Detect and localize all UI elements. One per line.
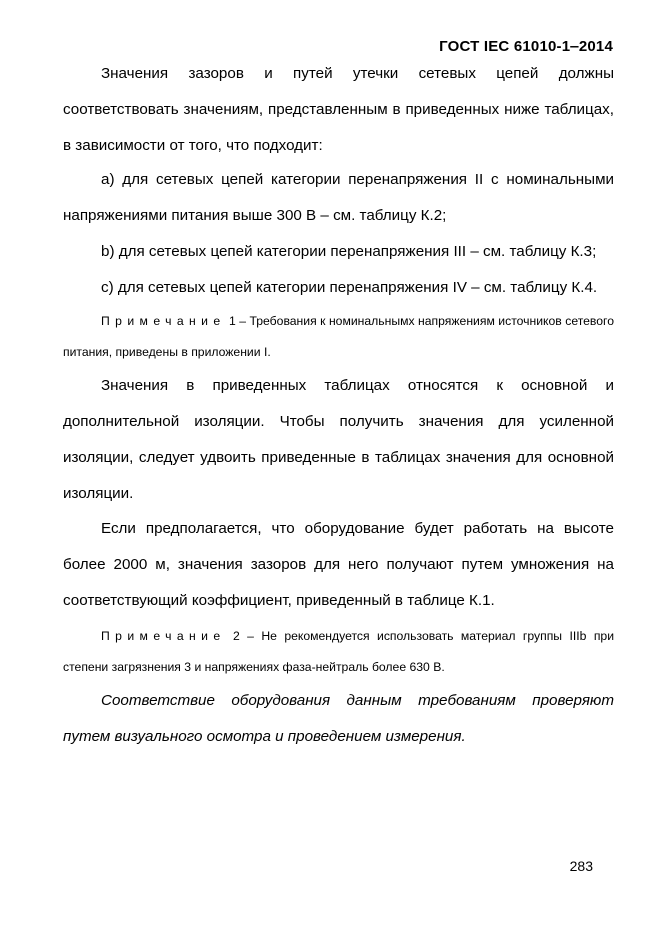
paragraph-clearances: Значения зазоров и путей утечки сетевых цепей должны соответствовать значениям, представленным в приведенных ниже таблицах, в зависимости от того, что подходит: xyxy=(63,65,614,154)
note-2-number: 2 xyxy=(232,629,240,643)
paragraph-insulation: Значения в приведенных таблицах относятся к основной и дополнительной изоляции. Чтобы получить значения для усиленной изоляции, следует удвоить приведенные в таблицах значения для основной изоляции. xyxy=(63,377,614,502)
note-2-label: Примечание xyxy=(101,629,226,643)
paragraph-altitude: Если предполагается, что оборудование будет работать на высоте более 2000 м, значения зазоров для него получают путем умножения на соответствующий коэффициент, приведенный в таблице К.1. xyxy=(63,520,614,609)
page-number: 283 xyxy=(569,858,593,874)
note-1 xyxy=(63,306,614,368)
note-1-text: – Требования к номинальнымх напряжениям источников сетевого питания, приведены в приложении I. xyxy=(63,314,614,359)
note-2-text: – Не рекомендуется использовать материал группы IIIb при степени загрязнения 3 и напряжениях фаза-нейтраль более 630 В. xyxy=(63,629,615,674)
list-item-c: c) для сетевых цепей категории перенапряжения IV – см. таблицу К.4. xyxy=(101,279,598,296)
list-item-b: b) для сетевых цепей категории перенапряжения III – см. таблицу К.3; xyxy=(101,243,597,260)
note-1-number: 1 xyxy=(229,314,236,328)
note-1-label: Примечание xyxy=(101,314,226,328)
note-2 xyxy=(63,621,614,683)
document-header: ГОСТ IEC 61010-1‒2014 xyxy=(439,38,613,55)
list-item-a: a) для сетевых цепей категории перенапряжения II с номинальными напряжениями питания выше 300 В – см. таблицу К.2; xyxy=(63,171,614,224)
conformity-statement: Соответствие оборудования данным требованиям проверяют путем визуального осмотра и проведением измерения. xyxy=(63,692,614,745)
